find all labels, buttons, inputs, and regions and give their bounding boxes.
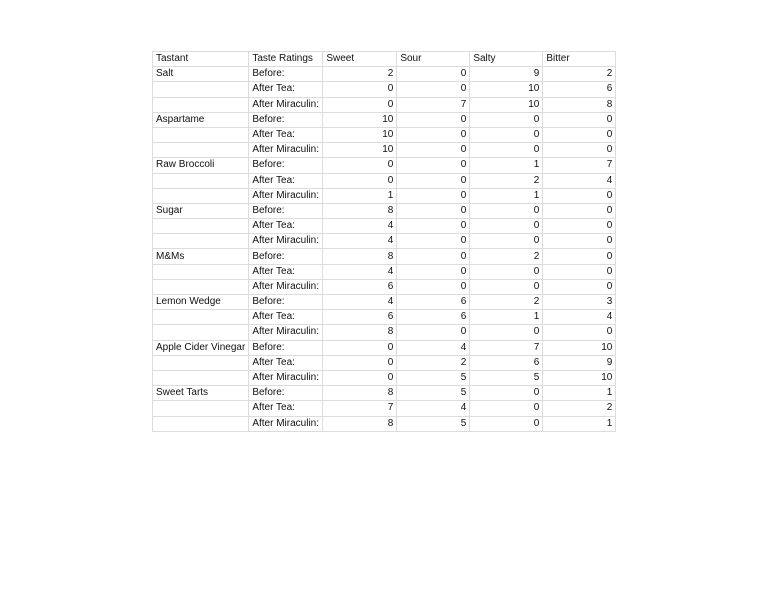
cell-sour[interactable]: 0: [397, 158, 470, 173]
cell-sweet[interactable]: 0: [323, 82, 397, 97]
cell-sour[interactable]: 5: [397, 370, 470, 385]
cell-sour[interactable]: 0: [397, 325, 470, 340]
cell-bitter[interactable]: 10: [543, 340, 616, 355]
table-row: [153, 416, 616, 431]
cell-salty[interactable]: 0: [470, 143, 543, 158]
cell-tastant[interactable]: [153, 325, 249, 340]
cell-tastant[interactable]: Salt: [153, 67, 249, 82]
cell-salty[interactable]: 0: [470, 127, 543, 142]
header-salty[interactable]: Salty: [470, 52, 543, 67]
cell-sweet[interactable]: 8: [323, 203, 397, 218]
table-row: [153, 203, 616, 218]
cell-sweet[interactable]: 0: [323, 97, 397, 112]
cell-tastant[interactable]: [153, 355, 249, 370]
cell-taste-rating[interactable]: Before:: [249, 158, 323, 173]
cell-tastant[interactable]: [153, 127, 249, 142]
cell-taste-rating[interactable]: After Tea:: [249, 82, 323, 97]
cell-tastant[interactable]: M&Ms: [153, 249, 249, 264]
table-row: [153, 67, 616, 82]
cell-sweet[interactable]: 6: [323, 310, 397, 325]
cell-taste-rating[interactable]: After Tea:: [249, 401, 323, 416]
cell-sour[interactable]: 0: [397, 264, 470, 279]
cell-bitter[interactable]: 0: [543, 112, 616, 127]
cell-sweet[interactable]: 0: [323, 370, 397, 385]
cell-salty[interactable]: 1: [470, 158, 543, 173]
cell-sweet[interactable]: 4: [323, 219, 397, 234]
cell-tastant[interactable]: [153, 310, 249, 325]
cell-taste-rating[interactable]: Before:: [249, 249, 323, 264]
header-row: [153, 52, 616, 67]
cell-bitter[interactable]: 1: [543, 416, 616, 431]
cell-salty[interactable]: 2: [470, 295, 543, 310]
cell-salty[interactable]: 0: [470, 234, 543, 249]
header-tastant[interactable]: Tastant: [153, 52, 249, 67]
cell-taste-rating[interactable]: Before:: [249, 112, 323, 127]
table-row: [153, 158, 616, 173]
cell-taste-rating[interactable]: After Miraculin:: [249, 188, 323, 203]
cell-salty[interactable]: 7: [470, 340, 543, 355]
cell-tastant[interactable]: [153, 234, 249, 249]
cell-tastant[interactable]: [153, 401, 249, 416]
cell-salty[interactable]: 0: [470, 219, 543, 234]
table-row: [153, 234, 616, 249]
cell-tastant[interactable]: [153, 416, 249, 431]
table-row: [153, 112, 616, 127]
cell-bitter[interactable]: 8: [543, 97, 616, 112]
cell-sweet[interactable]: 8: [323, 416, 397, 431]
cell-tastant[interactable]: Aspartame: [153, 112, 249, 127]
cell-salty[interactable]: 0: [470, 386, 543, 401]
cell-bitter[interactable]: 10: [543, 370, 616, 385]
cell-taste-rating[interactable]: After Tea:: [249, 310, 323, 325]
cell-salty[interactable]: 9: [470, 67, 543, 82]
cell-sour[interactable]: 0: [397, 203, 470, 218]
cell-sour[interactable]: 2: [397, 355, 470, 370]
cell-sour[interactable]: 0: [397, 143, 470, 158]
cell-sour[interactable]: 5: [397, 386, 470, 401]
cell-salty[interactable]: 10: [470, 97, 543, 112]
cell-tastant[interactable]: [153, 97, 249, 112]
cell-bitter[interactable]: 0: [543, 234, 616, 249]
cell-bitter[interactable]: 0: [543, 188, 616, 203]
cell-taste-rating[interactable]: Before:: [249, 203, 323, 218]
cell-sour[interactable]: 6: [397, 310, 470, 325]
cell-bitter[interactable]: 0: [543, 143, 616, 158]
cell-taste-rating[interactable]: After Miraculin:: [249, 370, 323, 385]
header-sour[interactable]: Sour: [397, 52, 470, 67]
cell-sour[interactable]: 0: [397, 173, 470, 188]
cell-bitter[interactable]: 0: [543, 264, 616, 279]
cell-sweet[interactable]: 6: [323, 279, 397, 294]
cell-taste-rating[interactable]: After Tea:: [249, 173, 323, 188]
header-taste-rating[interactable]: Taste Ratings: [249, 52, 323, 67]
cell-sour[interactable]: 0: [397, 112, 470, 127]
cell-salty[interactable]: 0: [470, 264, 543, 279]
cell-bitter[interactable]: 7: [543, 158, 616, 173]
cell-sweet[interactable]: 4: [323, 234, 397, 249]
cell-sweet[interactable]: 4: [323, 295, 397, 310]
cell-sour[interactable]: 0: [397, 127, 470, 142]
table-row: [153, 82, 616, 97]
cell-sour[interactable]: 0: [397, 67, 470, 82]
cell-taste-rating[interactable]: After Miraculin:: [249, 325, 323, 340]
cell-sour[interactable]: 6: [397, 295, 470, 310]
cell-tastant[interactable]: Lemon Wedge: [153, 295, 249, 310]
cell-taste-rating[interactable]: After Miraculin:: [249, 143, 323, 158]
cell-taste-rating[interactable]: Before:: [249, 386, 323, 401]
taste-ratings-table: [152, 51, 616, 432]
table-row: [153, 340, 616, 355]
cell-bitter[interactable]: 0: [543, 249, 616, 264]
cell-taste-rating[interactable]: After Tea:: [249, 355, 323, 370]
cell-sweet[interactable]: 10: [323, 127, 397, 142]
cell-tastant[interactable]: [153, 143, 249, 158]
table-row: [153, 310, 616, 325]
cell-salty[interactable]: 10: [470, 82, 543, 97]
cell-taste-rating[interactable]: After Miraculin:: [249, 279, 323, 294]
cell-salty[interactable]: 2: [470, 249, 543, 264]
cell-bitter[interactable]: 0: [543, 325, 616, 340]
cell-salty[interactable]: 2: [470, 173, 543, 188]
cell-tastant[interactable]: Sugar: [153, 203, 249, 218]
cell-sweet[interactable]: 8: [323, 325, 397, 340]
cell-sweet[interactable]: 4: [323, 264, 397, 279]
cell-sweet[interactable]: 0: [323, 355, 397, 370]
cell-sweet[interactable]: 1: [323, 188, 397, 203]
cell-salty[interactable]: 0: [470, 279, 543, 294]
table-row: [153, 264, 616, 279]
table-row: [153, 355, 616, 370]
cell-salty[interactable]: 1: [470, 188, 543, 203]
table-row: [153, 325, 616, 340]
table-row: [153, 219, 616, 234]
cell-bitter[interactable]: 4: [543, 173, 616, 188]
table-row: [153, 173, 616, 188]
cell-sweet[interactable]: 10: [323, 143, 397, 158]
cell-taste-rating[interactable]: Before:: [249, 67, 323, 82]
cell-sour[interactable]: 7: [397, 97, 470, 112]
cell-sweet[interactable]: 0: [323, 173, 397, 188]
cell-salty[interactable]: 0: [470, 416, 543, 431]
cell-sweet[interactable]: 0: [323, 340, 397, 355]
cell-tastant[interactable]: [153, 370, 249, 385]
cell-taste-rating[interactable]: After Tea:: [249, 219, 323, 234]
cell-tastant[interactable]: [153, 188, 249, 203]
cell-salty[interactable]: 6: [470, 355, 543, 370]
table-row: [153, 279, 616, 294]
cell-taste-rating[interactable]: Before:: [249, 295, 323, 310]
cell-bitter[interactable]: 9: [543, 355, 616, 370]
cell-tastant[interactable]: [153, 173, 249, 188]
table-row: [153, 188, 616, 203]
table-row: [153, 295, 616, 310]
cell-salty[interactable]: 0: [470, 401, 543, 416]
header-bitter[interactable]: Bitter: [543, 52, 616, 67]
cell-tastant[interactable]: Raw Broccoli: [153, 158, 249, 173]
table-row: [153, 97, 616, 112]
cell-sour[interactable]: 0: [397, 219, 470, 234]
cell-bitter[interactable]: 3: [543, 295, 616, 310]
cell-sweet[interactable]: 8: [323, 386, 397, 401]
cell-tastant[interactable]: Apple Cider Vinegar: [153, 340, 249, 355]
table-row: [153, 143, 616, 158]
cell-bitter[interactable]: 6: [543, 82, 616, 97]
cell-taste-rating[interactable]: After Tea:: [249, 127, 323, 142]
cell-sour[interactable]: 4: [397, 401, 470, 416]
cell-tastant[interactable]: [153, 279, 249, 294]
cell-bitter[interactable]: 4: [543, 310, 616, 325]
cell-bitter[interactable]: 0: [543, 127, 616, 142]
cell-salty[interactable]: 5: [470, 370, 543, 385]
cell-sour[interactable]: 5: [397, 416, 470, 431]
cell-sour[interactable]: 4: [397, 340, 470, 355]
header-sweet[interactable]: Sweet: [323, 52, 397, 67]
cell-sweet[interactable]: 10: [323, 112, 397, 127]
cell-sour[interactable]: 0: [397, 188, 470, 203]
cell-taste-rating[interactable]: After Tea:: [249, 264, 323, 279]
cell-tastant[interactable]: [153, 82, 249, 97]
table-row: [153, 386, 616, 401]
cell-taste-rating[interactable]: After Miraculin:: [249, 97, 323, 112]
table-body: [153, 52, 616, 432]
table-row: [153, 401, 616, 416]
cell-salty[interactable]: 0: [470, 325, 543, 340]
cell-taste-rating[interactable]: After Miraculin:: [249, 416, 323, 431]
cell-sour[interactable]: 0: [397, 279, 470, 294]
cell-sweet[interactable]: 2: [323, 67, 397, 82]
cell-bitter[interactable]: 0: [543, 279, 616, 294]
cell-sweet[interactable]: 0: [323, 158, 397, 173]
table-row: [153, 127, 616, 142]
cell-tastant[interactable]: [153, 264, 249, 279]
cell-tastant[interactable]: [153, 219, 249, 234]
table-row: [153, 249, 616, 264]
cell-taste-rating[interactable]: Before:: [249, 340, 323, 355]
cell-tastant[interactable]: Sweet Tarts: [153, 386, 249, 401]
cell-bitter[interactable]: 0: [543, 203, 616, 218]
cell-sour[interactable]: 0: [397, 82, 470, 97]
cell-bitter[interactable]: 1: [543, 386, 616, 401]
cell-sour[interactable]: 0: [397, 249, 470, 264]
cell-bitter[interactable]: 2: [543, 401, 616, 416]
cell-sweet[interactable]: 7: [323, 401, 397, 416]
cell-sweet[interactable]: 8: [323, 249, 397, 264]
cell-taste-rating[interactable]: After Miraculin:: [249, 234, 323, 249]
cell-salty[interactable]: 0: [470, 112, 543, 127]
cell-salty[interactable]: 1: [470, 310, 543, 325]
cell-bitter[interactable]: 0: [543, 219, 616, 234]
table-row: [153, 370, 616, 385]
cell-sour[interactable]: 0: [397, 234, 470, 249]
cell-bitter[interactable]: 2: [543, 67, 616, 82]
cell-salty[interactable]: 0: [470, 203, 543, 218]
